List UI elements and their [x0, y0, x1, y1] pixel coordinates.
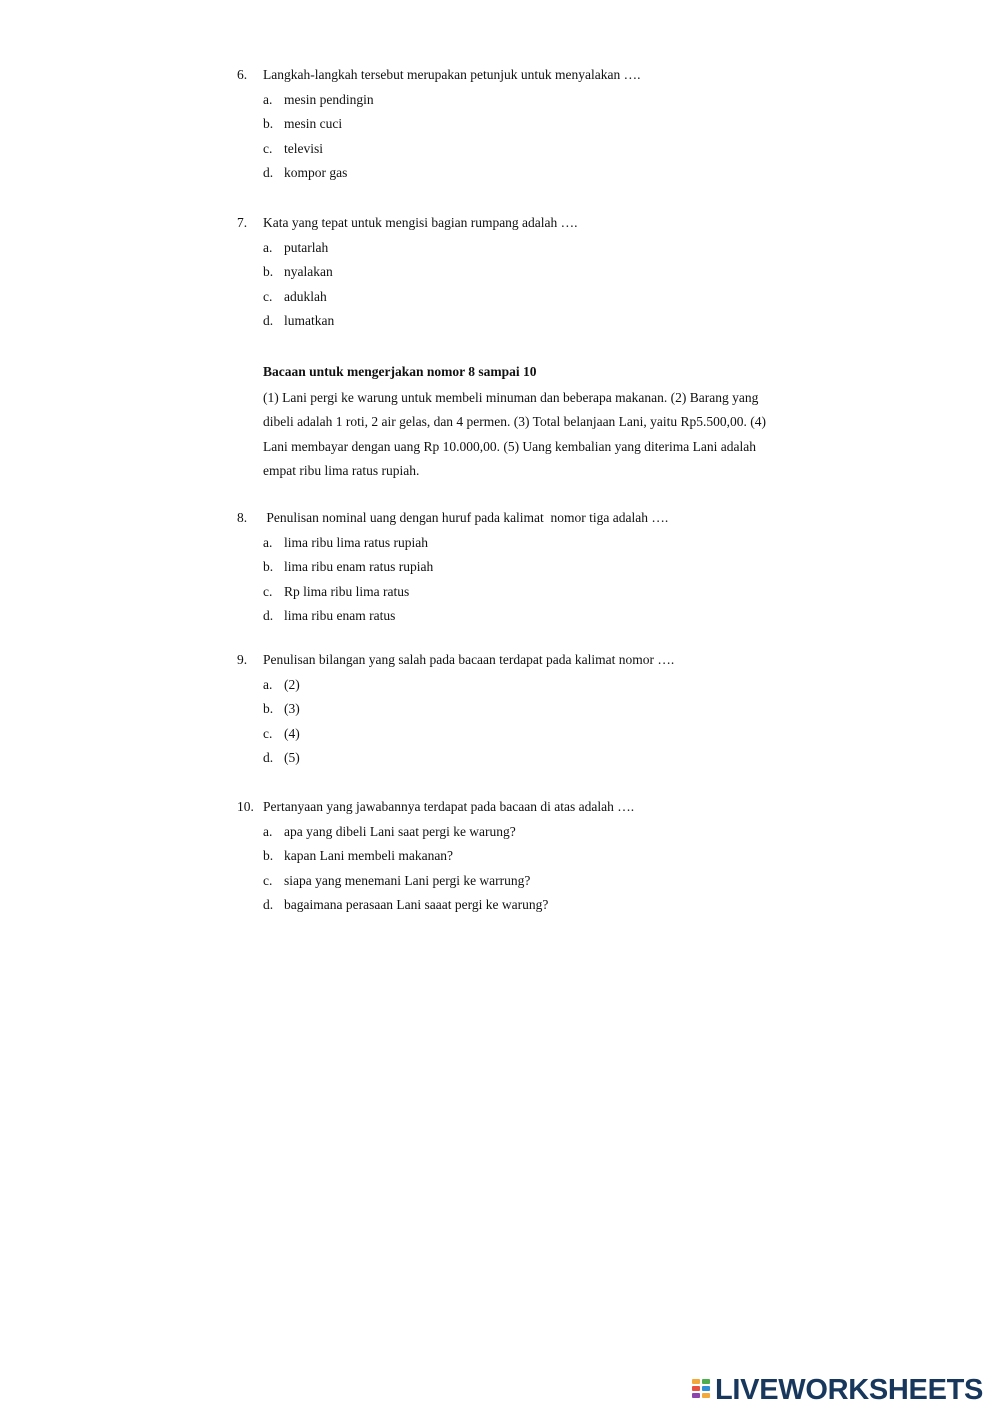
- passage-line: dibeli adalah 1 roti, 2 air gelas, dan 4 permen. (3) Total belanjaan Lani, yaitu Rp5.500,00. (4): [263, 414, 767, 430]
- reading-passage: [263, 360, 823, 484]
- question-text: Kata yang tepat untuk mengisi bagian rumpang adalah ….: [263, 215, 578, 230]
- question-6: [237, 63, 837, 186]
- option-10d[interactable]: [237, 893, 837, 918]
- option-letter: d.: [263, 165, 274, 181]
- option-text: apa yang dibeli Lani saat pergi ke warung?: [284, 823, 516, 839]
- option-10a[interactable]: [237, 820, 837, 845]
- logo-text: LIVEWORKSHEETS: [715, 1374, 984, 1406]
- option-letter: c.: [263, 288, 273, 304]
- question-number: 9.: [237, 652, 248, 667]
- option-letter: c.: [263, 140, 273, 156]
- option-7c[interactable]: [237, 285, 837, 310]
- option-10b[interactable]: [237, 844, 837, 869]
- option-letter: d.: [263, 608, 274, 624]
- option-text: (4): [284, 725, 300, 741]
- option-letter: b.: [263, 264, 274, 280]
- option-7a[interactable]: [237, 236, 837, 261]
- passage-line: (1) Lani pergi ke warung untuk membeli minuman dan beberapa makanan. (2) Barang yang: [263, 389, 759, 405]
- question-number: 7.: [237, 215, 248, 230]
- question-text: Penulisan bilangan yang salah pada bacaan terdapat pada kalimat nomor ….: [263, 652, 675, 667]
- question-text: Pertanyaan yang jawabannya terdapat pada bacaan di atas adalah ….: [263, 799, 635, 814]
- option-text: (5): [284, 750, 300, 766]
- option-letter: a.: [263, 239, 273, 255]
- option-text: lumatkan: [284, 313, 335, 329]
- liveworksheets-logo[interactable]: [692, 1374, 983, 1406]
- option-9d[interactable]: [237, 746, 837, 771]
- option-text: (2): [284, 676, 300, 692]
- option-letter: b.: [263, 559, 274, 575]
- option-9c[interactable]: [237, 722, 837, 747]
- question-text: Penulisan nominal uang dengan huruf pada kalimat nomor tiga adalah ….: [263, 510, 669, 525]
- question-9: [237, 648, 837, 771]
- option-letter: a.: [263, 91, 273, 107]
- option-text: Rp lima ribu lima ratus: [284, 583, 410, 599]
- option-letter: b.: [263, 848, 274, 864]
- option-6b[interactable]: [237, 112, 837, 137]
- option-text: televisi: [284, 140, 323, 156]
- option-8b[interactable]: [237, 555, 837, 580]
- liveworksheets-logo-icon: [692, 1377, 712, 1403]
- option-text: bagaimana perasaan Lani saaat pergi ke warung?: [284, 897, 549, 913]
- option-10c[interactable]: [237, 869, 837, 894]
- option-letter: b.: [263, 701, 274, 717]
- option-letter: d.: [263, 750, 274, 766]
- passage-line: Lani membayar dengan uang Rp 10.000,00. (5) Uang kembalian yang diterima Lani adalah: [263, 438, 756, 454]
- option-letter: c.: [263, 872, 273, 888]
- option-8a[interactable]: [237, 531, 837, 556]
- option-7d[interactable]: [237, 309, 837, 334]
- option-text: mesin cuci: [284, 116, 343, 132]
- option-text: lima ribu enam ratus rupiah: [284, 559, 434, 575]
- passage-title: Bacaan untuk mengerjakan nomor 8 sampai 10: [263, 364, 537, 379]
- option-text: nyalakan: [284, 264, 333, 280]
- question-text: Langkah-langkah tersebut merupakan petunjuk untuk menyalakan ….: [263, 67, 641, 82]
- question-number: 8.: [237, 510, 248, 525]
- option-9a[interactable]: [237, 673, 837, 698]
- option-letter: c.: [263, 725, 273, 741]
- option-text: kapan Lani membeli makanan?: [284, 848, 454, 864]
- option-7b[interactable]: [237, 260, 837, 285]
- option-text: putarlah: [284, 239, 329, 255]
- option-text: siapa yang menemani Lani pergi ke warrung?: [284, 872, 531, 888]
- option-text: kompor gas: [284, 165, 348, 181]
- option-letter: b.: [263, 116, 274, 132]
- option-letter: a.: [263, 676, 273, 692]
- question-10: [237, 795, 837, 918]
- question-number: 6.: [237, 67, 248, 82]
- option-8d[interactable]: [237, 604, 837, 629]
- option-8c[interactable]: [237, 580, 837, 605]
- option-letter: d.: [263, 897, 274, 913]
- option-9b[interactable]: [237, 697, 837, 722]
- option-text: aduklah: [284, 288, 327, 304]
- option-letter: a.: [263, 534, 273, 550]
- question-number: 10.: [237, 799, 254, 814]
- question-8: [237, 506, 837, 629]
- option-letter: d.: [263, 313, 274, 329]
- option-text: (3): [284, 701, 300, 717]
- option-6a[interactable]: [237, 88, 837, 113]
- option-letter: a.: [263, 823, 273, 839]
- question-7: [237, 211, 837, 334]
- option-6d[interactable]: [237, 161, 837, 186]
- option-letter: c.: [263, 583, 273, 599]
- option-6c[interactable]: [237, 137, 837, 162]
- option-text: lima ribu enam ratus: [284, 608, 396, 624]
- option-text: mesin pendingin: [284, 91, 374, 107]
- passage-line: empat ribu lima ratus rupiah.: [263, 463, 420, 479]
- option-text: lima ribu lima ratus rupiah: [284, 534, 428, 550]
